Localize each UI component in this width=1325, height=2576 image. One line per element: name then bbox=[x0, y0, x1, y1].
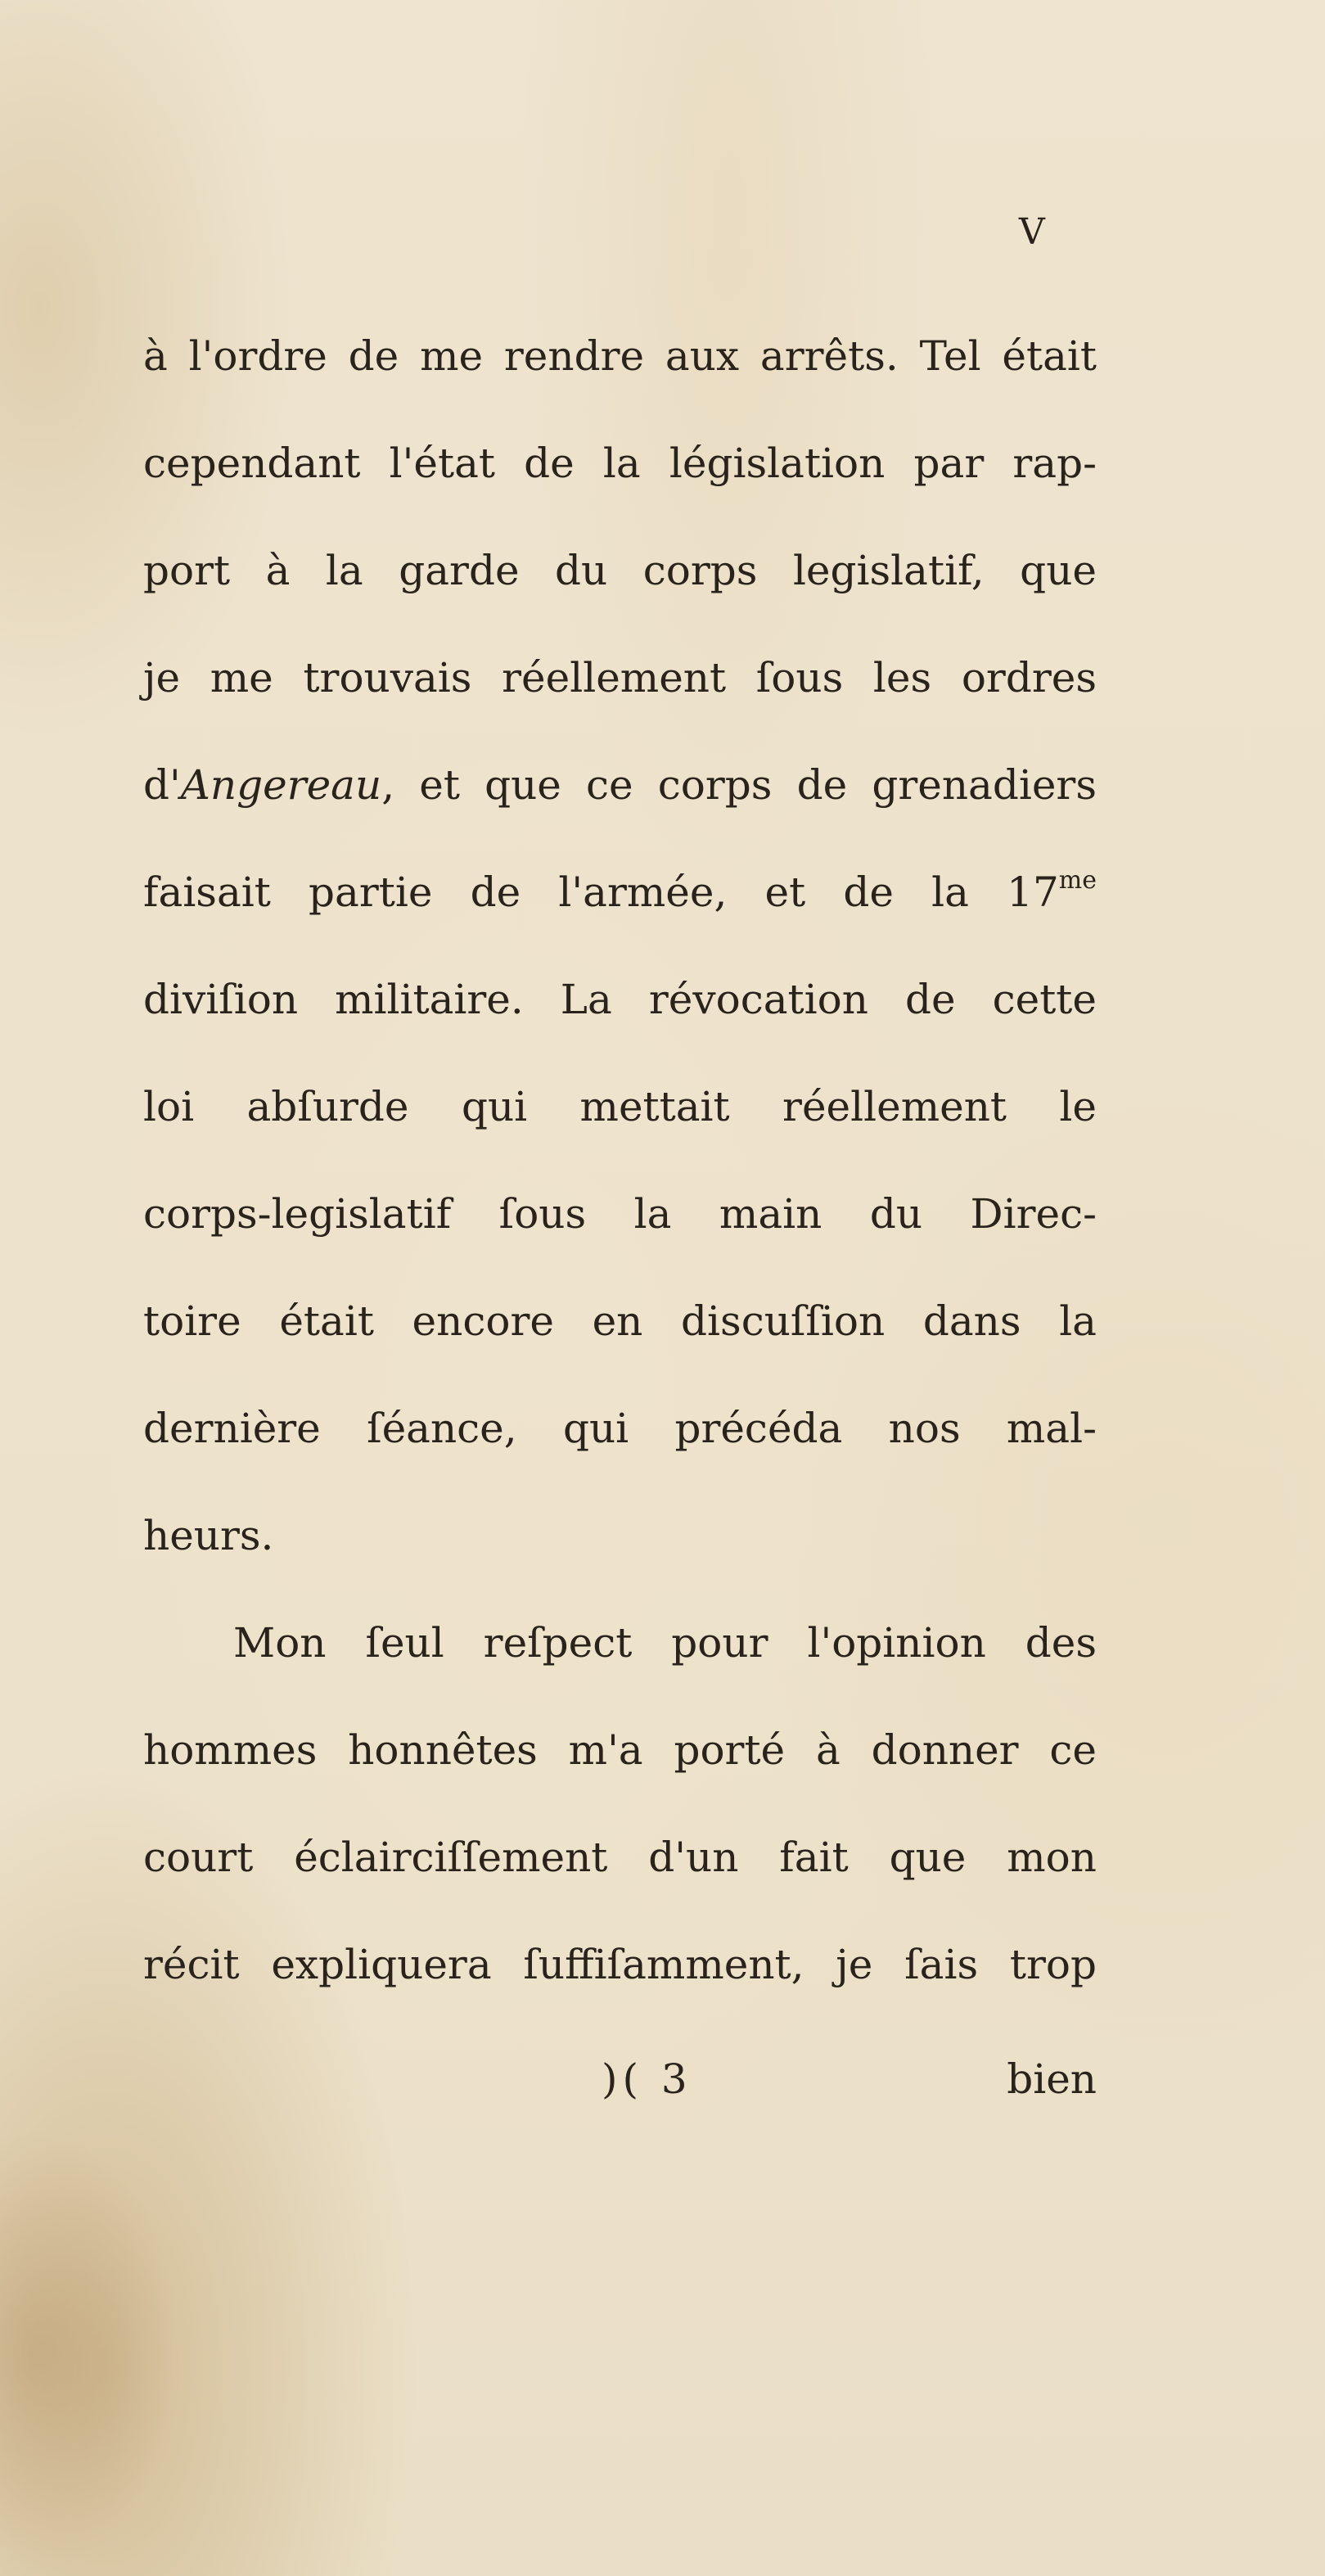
text-line bbox=[143, 839, 1097, 946]
text-line: cependant l'état de la législation par rap- bbox=[143, 440, 1097, 487]
text-line: je me trouvais réellement ſous les ordres bbox=[143, 654, 1097, 702]
text-line: port à la garde du corps legislatif, que bbox=[143, 547, 1097, 594]
text-line: dernière ſéance, qui précéda nos mal- bbox=[143, 1405, 1097, 1452]
text-line: toire était encore en discuſſion dans la bbox=[143, 1297, 1097, 1345]
catchword: bien bbox=[1007, 2055, 1097, 2103]
text-fragment: d' bbox=[143, 761, 181, 809]
paragraph-end-line: heurs. bbox=[143, 1512, 274, 1559]
ordinal-superscript: me bbox=[1058, 866, 1097, 895]
paragraph-start-line: Mon ſeul reſpect pour l'opinion des bbox=[233, 1619, 1097, 1667]
text-fragment: faisait partie de l'armée, et de la 17 bbox=[143, 868, 1059, 916]
text-line: loi abſurde qui mettait réellement le bbox=[143, 1083, 1097, 1130]
paper-stain bbox=[0, 2128, 180, 2576]
body-text bbox=[143, 303, 1097, 2019]
page-footer bbox=[143, 2046, 1097, 2112]
text-line bbox=[143, 732, 1097, 839]
text-line: à l'ordre de me rendre aux arrêts. Tel était bbox=[143, 332, 1097, 380]
signature-mark: )( 3 bbox=[602, 2055, 692, 2103]
page-number: V bbox=[1019, 211, 1046, 253]
text-line: hommes honnêtes m'a porté à donner ce bbox=[143, 1726, 1097, 1774]
text-line: diviſion militaire. La révocation de cette bbox=[143, 976, 1097, 1023]
italic-name: Angereau bbox=[180, 761, 382, 809]
text-fragment: , et que ce corps de grenadiers bbox=[381, 761, 1097, 809]
text-line: récit expliquera ſuffiſamment, je ſais trop bbox=[143, 1941, 1097, 1988]
text-line: court éclairciſſement d'un fait que mon bbox=[143, 1834, 1097, 1881]
text-line: corps-legislatif ſous la main du Direc- bbox=[143, 1190, 1097, 1238]
